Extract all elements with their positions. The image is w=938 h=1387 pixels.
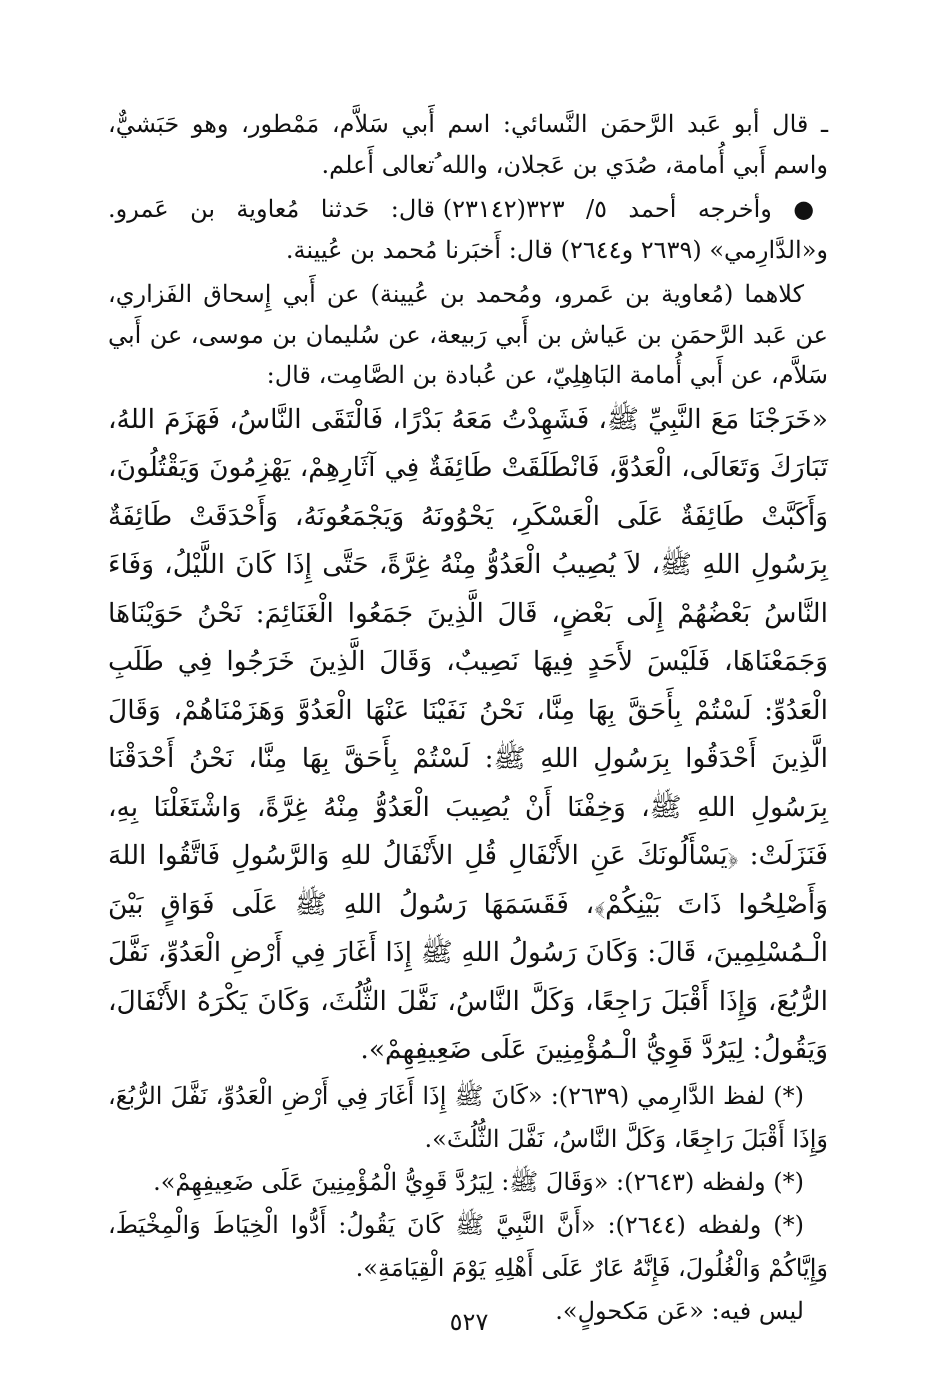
takhrij-paragraph: ● وأخرجه أحمد ٥/ ٣٢٣(٢٣١٤٢) قال: حَدثنا مُعاوية بن عَمرو. و«الدَّارِمي» (٢٦٣٩ و٢٦٤٤) قال: أَخبَرنا مُحمد بن عُيينة. [108, 195, 828, 264]
laysa-fihi-paragraph: ليس فيه: «عَن مَكحولٍ». [555, 1296, 804, 1325]
page-number: ٥٢٧ [449, 1308, 489, 1336]
lafz-2644-paragraph: (*) ولفظه (٢٦٤٤): «أَنَّ النَّبِيَّ ﷺ كَانَ يَقُولُ: أَدُّوا الْخِيَاطَ وَالْمِخْيَطَ، وَإِيَّاكُمْ وَالْغُلُولَ، فَإِنَّهُ عَارٌ عَلَى أَهْلِهِ يَوْمَ الْقِيَامَةِ». [108, 1210, 828, 1282]
page-body [108, 104, 828, 1354]
nasai-note-paragraph: ـ قال أبو عَبد الرَّحمَن النَّسائي: اسم أَبي سَلاَّم، مَمْطور، وهو حَبَشيٌّ، واسم أَبي أُمامة، صُدَي بن عَجلان، والله ُتعالى أَعلم. [108, 110, 828, 179]
isnad-paragraph: كلاهما (مُعاوية بن عَمرو، ومُحمد بن عُيينة) عن أَبي إِسحاق الفَزاري، عن عَبد الرَّحمَن بن عَياش بن أَبي رَبيعة، عن سُليمان بن موسى، عن أَبي سَلاَّم، عن أَبي أُمامة البَاهِلِيّ، عن عُبادة بن الصَّامِت، قال: [108, 280, 828, 389]
hadith-matn-paragraph: «خَرَجْنَا مَعَ النَّبِيِّ ﷺ، فَشَهِدْتُ مَعَهُ بَدْرًا، فَالْتَقَى النَّاسُ، فَهَزَمَ اللهُ، تَبَارَكَ وَتَعَالَى، الْعَدُوَّ، فَانْطَلَقَتْ طَائِفَةٌ فِي آثَارِهِمْ، يَهْزِمُونَ وَيَقْتُلُونَ، وَأَكَبَّتْ طَائِفَةٌ عَلَى الْعَسْكَرِ، يَحْوُونَهُ وَيَجْمَعُونَهُ، وَأَحْدَقَتْ طَائِفَةٌ بِرَسُولِ اللهِ ﷺ، لاَ يُصِيبُ الْعَدُوُّ مِنْهُ غِرَّةً، حَتَّى إِذَا كَانَ اللَّيْلُ، وَفَاءَ النَّاسُ بَعْضُهُمْ إِلَى بَعْضٍ، قَالَ الَّذِينَ جَمَعُوا الْغَنَائِمَ: نَحْنُ حَوَيْنَاهَا وَجَمَعْنَاهَا، فَلَيْسَ لأَحَدٍ فِيهَا نَصِيبٌ، وَقَالَ الَّذِينَ خَرَجُوا فِي طَلَبِ الْعَدُوِّ: لَسْتُمْ بِأَحَقَّ بِهَا مِنَّا، نَحْنُ نَفَيْنَا عَنْهَا الْعَدُوَّ وَهَزَمْنَاهُمْ، وَقَالَ الَّذِينَ أَحْدَقُوا بِرَسُولِ اللهِ ﷺ: لَسْتُمْ بِأَحَقَّ بِهَا مِنَّا، نَحْنُ أَحْدَقْنَا بِرَسُولِ اللهِ ﷺ، وَخِفْنَا أَنْ يُصِيبَ الْعَدُوُّ مِنْهُ غِرَّةً، وَاشْتَغَلْنَا بِهِ، فَنَزَلَتْ: ﴿يَسْأَلُونَكَ عَنِ الأَنْفَالِ قُلِ الأَنْفَالُ للهِ وَالرَّسُولِ فَاتَّقُوا اللهَ وَأَصْلِحُوا ذَاتَ بَيْنِكُمْ﴾، فَقَسَمَهَا رَسُولُ اللهِ ﷺ عَلَى فَوَاقٍ بَيْنَ الْـمُسْلِمِينَ، قَالَ: وَكَانَ رَسُولُ اللهِ ﷺ إِذَا أَغَارَ فِي أَرْضِ الْعَدُوِّ، نَفَّلَ الرُّبُعَ، وَإِذَا أَقْبَلَ رَاجِعًا، وَكَلَّ النَّاسُ، نَفَّلَ الثُّلُثَ، وَكَانَ يَكْرَهُ الأَنْفَالَ، وَيَقُولُ: لِيَرُدَّ قَوِيُّ الْـمُؤْمِنِينَ عَلَى ضَعِيفِهِمْ». [108, 403, 828, 1065]
lafz-2643-paragraph: (*) ولفظه (٢٦٤٣): «وَقَالَ ﷺ: لِيَرُدَّ قَوِيُّ الْمُؤْمِنِينَ عَلَى ضَعِيفِهِمْ». [153, 1167, 804, 1196]
lafz-2639-paragraph: (*) لفظ الدَّارِمي (٢٦٣٩): «كَانَ ﷺ إِذَا أَغَارَ فِي أَرْضِ الْعَدُوِّ، نَفَّلَ الرُّبُعَ، وَإِذَا أَقْبَلَ رَاجِعًا، وَكَلَّ النَّاسُ، نَفَّلَ الثُّلُثَ». [108, 1081, 828, 1153]
